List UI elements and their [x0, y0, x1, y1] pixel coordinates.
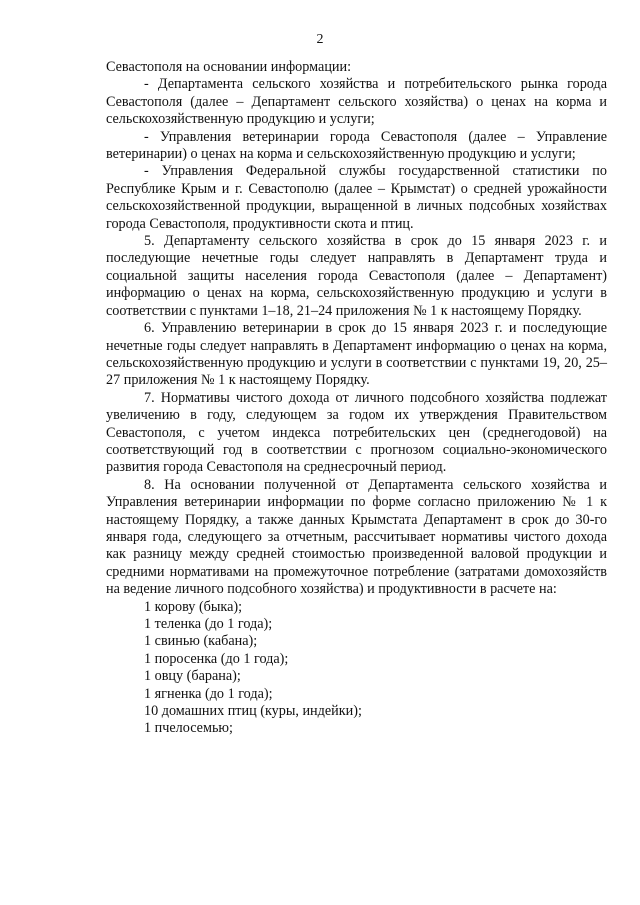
- list-item: 1 овцу (барана);: [144, 668, 241, 685]
- paragraph-item-8: 8. На основании полученной от Департамента сельского хозяйства и Управления ветеринарии информации по форме согласно приложению № 1 к настоящему Порядку, а также данных Крымстата Департамент в срок до 30-го января года, следующего за отчетным, рассчитывает нормативы чистого дохода как разницу между средней стоимостью произведенной валовой продукции и средними нормативами на промежуточное потребление (затратами домохозяйств на ведение личного подсобного хозяйства) и продуктивности в расчете на:: [106, 476, 607, 598]
- list-item: 1 ягненка (до 1 года);: [144, 685, 273, 702]
- paragraph-item-5: 5. Департаменту сельского хозяйства в срок до 15 января 2023 г. и последующие нечетные годы следует направлять в Департамент труда и социальной защиты населения города Севастополя (далее – Департамент) информацию о ценах на корма, сельскохозяйственную продукцию и услуги в соответствии с пунктами 1–18, 21–24 приложения № 1 к настоящему Порядку.: [106, 233, 607, 319]
- paragraph-source-veterinary-department: - Управления ветеринарии города Севастополя (далее – Управление ветеринарии) о ценах на корма и сельскохозяйственную продукцию и услуги;: [106, 128, 607, 163]
- list-item: 10 домашних птиц (куры, индейки);: [144, 703, 362, 720]
- list-item: 1 теленка (до 1 года);: [144, 616, 273, 632]
- paragraph-source-agriculture-department: - Департамента сельского хозяйства и потребительского рынка города Севастополя (далее – Департамент сельского хозяйства) о ценах на корма и сельскохозяйственную продукцию и услуги;: [106, 76, 607, 128]
- paragraph-source-krymstat: - Управления Федеральной службы государственной статистики по Республике Крым и г. Севастополю (далее – Крымстат) о средней урожайности сельскохозяйственной продукции, выращенной в личных подсобных хозяйствах города Севастополя, продуктивности скота и птиц.: [106, 163, 607, 232]
- page-number: 2: [316, 32, 324, 47]
- paragraph-item-6: 6. Управлению ветеринарии в срок до 15 января 2023 г. и последующие нечетные годы следует направлять в Департамент информацию о ценах на корма, сельскохозяйственную продукцию и услуги в соответствии с пунктами 19, 20, 25–27 приложения № 1 к настоящему Порядку.: [106, 320, 607, 389]
- list-item: 1 пчелосемью;: [144, 720, 233, 737]
- list-item: 1 поросенка (до 1 года);: [144, 650, 289, 667]
- document-body: [106, 59, 607, 738]
- paragraph-item-7: 7. Нормативы чистого дохода от личного подсобного хозяйства подлежат увеличению в году, следующем за годом их утверждения Правительством Севастополя, с учетом индекса потребительских цен (среднегодовой) на соответствующий год в соответствии с прогнозом социально-экономического развития города Севастополя на среднесрочный период.: [106, 389, 607, 476]
- list-item: 1 свинью (кабана);: [144, 633, 258, 650]
- list-item: 1 корову (быка);: [144, 598, 243, 615]
- paragraph-continuation: Севастополя на основании информации:: [106, 59, 352, 75]
